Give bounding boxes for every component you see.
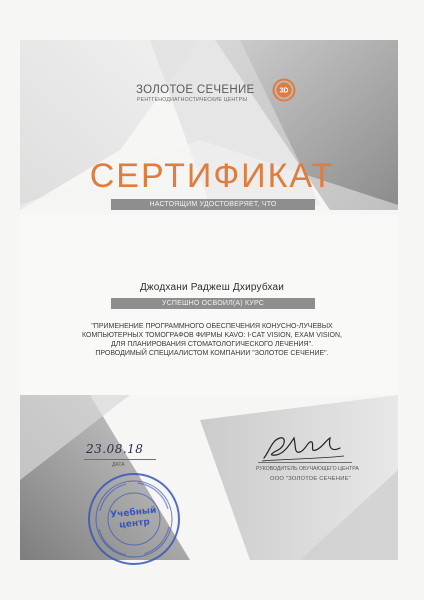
certifies-text: НАСТОЯЩИМ УДОСТОВЕРЯЕТ, ЧТО — [149, 201, 277, 208]
completed-text: УСПЕШНО ОСВОИЛ(А) КУРС — [162, 300, 264, 307]
recipient-name: Джодхани Раджеш Дхирубхаи — [139, 282, 285, 293]
date-underline — [84, 459, 156, 460]
head-role: РУКОВОДИТЕЛЬ ОБУЧАЮЩЕГО ЦЕНТРА — [256, 466, 359, 472]
head-organization: ООО "ЗОЛОТОЕ СЕЧЕНИЕ" — [270, 476, 351, 482]
certificate-title: СЕРТИФИКАТ — [89, 157, 335, 195]
course-line: "ПРИМЕНЕНИЕ ПРОГРАММНОГО ОБЕСПЕЧЕНИЯ КОНУСНО-ЛУЧЕВЫХ — [91, 323, 333, 330]
date-label: ДАТА — [112, 462, 125, 468]
logo-3d-icon — [272, 78, 296, 102]
stamp-line-2: центр — [118, 517, 151, 531]
course-line: ПРОВОДИМЫЙ СПЕЦИАЛИСТОМ КОМПАНИИ "ЗОЛОТОЕ СЕЧЕНИЕ". — [95, 350, 329, 357]
signature-underline — [258, 462, 352, 463]
course-description — [80, 322, 344, 358]
course-line: ДЛЯ ПЛАНИРОВАНИЯ СТОМАТОЛОГИЧЕСКОГО ЛЕЧЕНИЯ". — [110, 341, 314, 348]
course-line: КОМПЬЮТЕРНЫХ ТОМОГРАФОВ ФИРМЫ KAVO: I-CAT VISION, EXAM VISION, — [82, 332, 342, 339]
logo-mark-text: 3D — [279, 87, 289, 95]
logo-subtitle: РЕНТГЕНОДИАГНОСТИЧЕСКИЕ ЦЕНТРЫ — [137, 97, 248, 103]
certifies-band — [111, 199, 315, 210]
stamp-line-1: Учебный — [109, 505, 157, 521]
stamp-label — [86, 471, 182, 567]
logo-title: ЗОЛОТОЕ СЕЧЕНИЕ — [136, 84, 255, 96]
date-value: 23.08.18 — [86, 442, 144, 456]
signature — [256, 428, 346, 466]
completed-band — [111, 298, 315, 309]
